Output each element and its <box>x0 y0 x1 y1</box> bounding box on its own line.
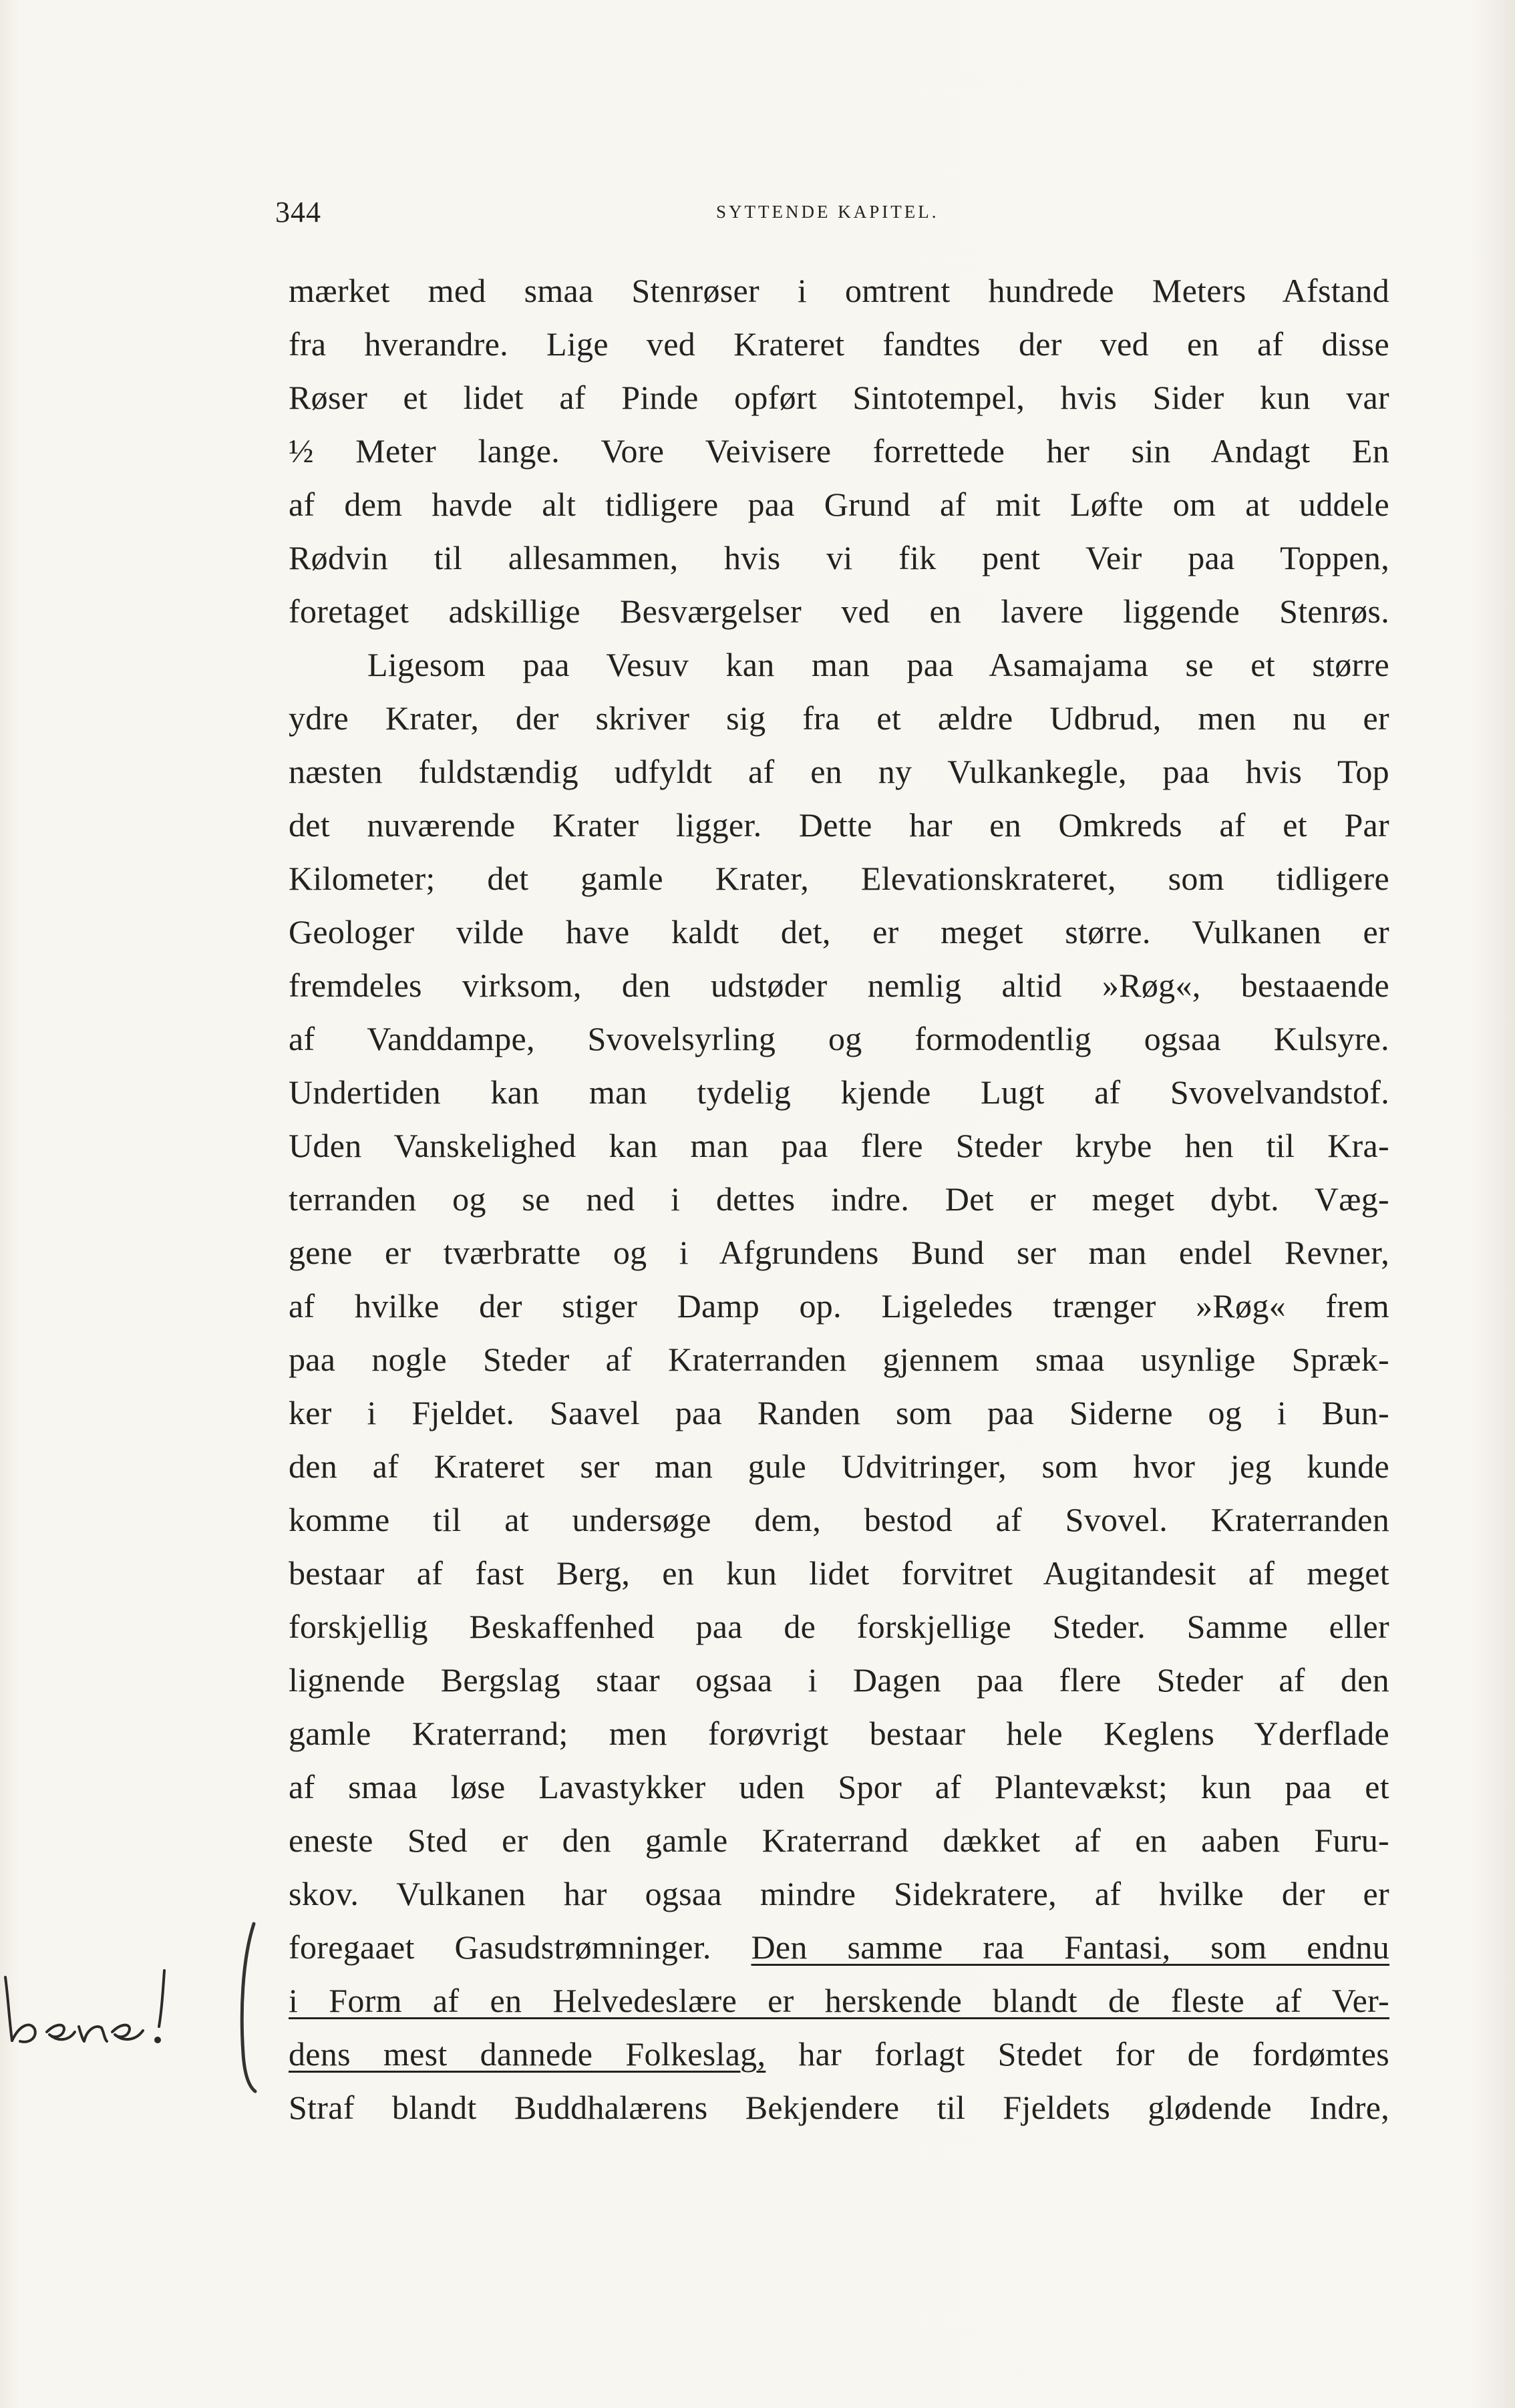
text-line: fra hverandre. Lige ved Krateret fandtes der ved en af disse <box>289 325 1389 363</box>
text-line-underlined <box>289 1974 1389 2027</box>
text-line: af smaa løse Lavastykker uden Spor af Plantevækst; kun paa et <box>289 1768 1389 1805</box>
text-line: terranden og se ned i dettes indre. Det er meget dybt. Væg- <box>289 1180 1389 1218</box>
text-line: paa nogle Steder af Kraterranden gjennem smaa usynlige Spræk- <box>289 1341 1389 1378</box>
text-line: den af Krateret ser man gule Udvitringer, som hvor jeg kunde <box>289 1447 1389 1485</box>
page-number: 344 <box>275 196 321 228</box>
margin-note-handwriting <box>0 1957 227 2057</box>
body-text <box>289 264 1389 2134</box>
margin-bracket-mark <box>235 1920 262 2094</box>
text-line: Undertiden kan man tydelig kjende Lugt af Svovelvandstof. <box>289 1073 1389 1111</box>
underlined-segment: Den samme raa Fantasi, som endnu <box>751 1928 1389 1966</box>
text-line: eneste Sted er den gamle Kraterrand dækket af en aaben Furu- <box>289 1822 1389 1859</box>
text-line: Straf blandt Buddhalærens Bekjendere til Fjeldets glødende Indre, <box>289 2089 1389 2126</box>
text-line: lignende Bergslag staar ogsaa i Dagen paa flere Steder af den <box>289 1661 1389 1699</box>
text-line: af Vanddampe, Svovelsyrling og formodentlig ogsaa Kulsyre. <box>289 1020 1389 1057</box>
text-line: ker i Fjeldet. Saavel paa Randen som paa Siderne og i Bun- <box>289 1394 1389 1431</box>
text-line: af hvilke der stiger Damp op. Ligeledes trænger »Røg« frem <box>289 1287 1389 1325</box>
text-line: mærket med smaa Stenrøser i omtrent hundrede Meters Afstand <box>289 272 1389 309</box>
text-line: Røser et lidet af Pinde opført Sintotempel, hvis Sider kun var <box>289 379 1389 416</box>
text-segment: har forlagt Stedet for de fordømtes <box>766 2035 1390 2073</box>
text-line: det nuværende Krater ligger. Dette har en Omkreds af et Par <box>289 806 1389 844</box>
text-line: skov. Vulkanen har ogsaa mindre Sidekratere, af hvilke der er <box>289 1875 1389 1912</box>
text-line: gamle Kraterrand; men forøvrigt bestaar hele Keglens Yderflade <box>289 1715 1389 1752</box>
text-line: næsten fuldstændig udfyldt af en ny Vulkankegle, paa hvis Top <box>289 753 1389 790</box>
underlined-segment: i Form af en Helvedeslære er herskende blandt de fleste af Ver- <box>289 1982 1389 2019</box>
text-line: af dem havde alt tidligere paa Grund af mit Løfte om at uddele <box>289 486 1389 523</box>
running-head: SYTTENDE KAPITEL. <box>716 202 939 222</box>
text-line: ½ Meter lange. Vore Veivisere forrettede her sin Andagt En <box>289 432 1389 470</box>
text-line: Ligesom paa Vesuv kan man paa Asamajama se et større <box>367 646 1389 683</box>
text-line: komme til at undersøge dem, bestod af Svovel. Kraterranden <box>289 1501 1389 1538</box>
text-line: Kilometer; det gamle Krater, Elevationskrateret, som tidligere <box>289 860 1389 897</box>
text-line: Uden Vanskelighed kan man paa flere Steder krybe hen til Kra- <box>289 1127 1389 1164</box>
text-line: foretaget adskillige Besværgelser ved en lavere liggende Stenrøs. <box>289 592 1389 630</box>
text-line: ydre Krater, der skriver sig fra et ældre Udbrud, men nu er <box>289 699 1389 737</box>
page-header <box>275 195 1464 235</box>
text-segment: foregaaet Gasudstrømninger. <box>289 1928 751 1966</box>
text-line-underlined <box>289 2027 1389 2081</box>
text-line: forskjellig Beskaffenhed paa de forskjellige Steder. Samme eller <box>289 1608 1389 1645</box>
text-line: bestaar af fast Berg, en kun lidet forvitret Augitandesit af meget <box>289 1554 1389 1592</box>
text-line-underlined <box>289 1920 1389 1974</box>
text-line: fremdeles virksom, den udstøder nemlig altid »Røg«, bestaaende <box>289 967 1389 1004</box>
underlined-segment: dens mest dannede Folkeslag, <box>289 2035 766 2073</box>
text-line: Rødvin til allesammen, hvis vi fik pent Veir paa Toppen, <box>289 539 1389 576</box>
text-line: Geologer vilde have kaldt det, er meget større. Vulkanen er <box>289 913 1389 951</box>
text-line: gene er tværbratte og i Afgrundens Bund ser man endel Revner, <box>289 1234 1389 1271</box>
